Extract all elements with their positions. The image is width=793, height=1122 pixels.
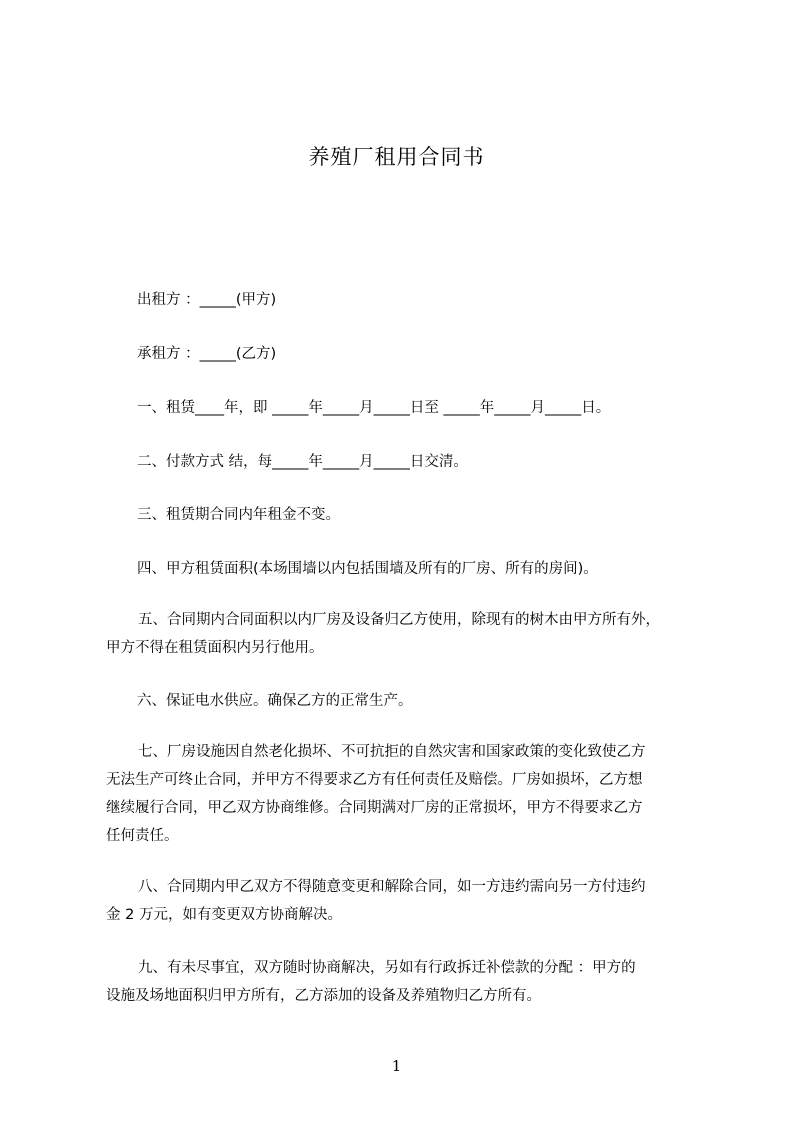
clause-5-line-2: 甲方不得在租赁面积内另行他用。: [106, 640, 324, 656]
clause-9-line-2: 设施及场地面积归甲方所有，乙方添加的设备及养殖物归乙方所有。: [106, 988, 541, 1004]
page-number: 1: [391, 1057, 402, 1075]
clause-8-line-2: 金 2 万元，如有变更双方协商解决。: [106, 907, 342, 923]
clause-9-line-1: 九、有未尽事宜，双方随时协商解决，另如有行政拆迁补偿款的分配 ：甲方的: [138, 960, 636, 976]
lessor-line: 出租方 ：_____(甲方): [137, 292, 277, 308]
clause-7-line-1: 七、厂房设施因自然老化损坏、不可抗拒的自然灾害和国家政策的变化致使乙方: [138, 744, 646, 760]
clause-2: 二、付款方式 结，每_____年_____月_____日交清。: [137, 454, 468, 470]
clause-4: 四、甲方租赁面积(本场围墙以内包括围墙及所有的厂房、所有的房间)。: [137, 561, 598, 577]
clause-6: 六、保证电水供应。确保乙方的正常生产。: [137, 693, 413, 709]
clause-7: [106, 738, 706, 850]
clause-9: [106, 954, 706, 1010]
clause-1: 一、租赁____年，即 _____年_____月_____日至 _____年_____月_____日。: [137, 400, 611, 416]
lessee-line: 承租方 ：_____(乙方): [137, 346, 277, 362]
clause-5: [106, 606, 706, 662]
document-title: 养殖厂租用合同书: [308, 145, 485, 169]
clause-3: 三、租赁期合同内年租金不变。: [137, 507, 340, 523]
clause-8: [106, 873, 706, 929]
clause-7-line-3: 继续履行合同，甲乙双方协商维修。合同期满对厂房的正常损坏，甲方不得要求乙方: [106, 800, 643, 816]
clause-7-line-2: 无法生产可终止合同，并甲方不得要求乙方有任何责任及赔偿。厂房如损坏，乙方想: [106, 772, 643, 788]
clause-8-line-1: 八、合同期内甲乙双方不得随意变更和解除合同，如一方违约需向另一方付违约: [138, 879, 646, 895]
clause-5-line-1: 五、合同期内合同面积以内厂房及设备归乙方使用，除现有的树木由甲方所有外，: [138, 612, 660, 628]
clause-7-line-4: 任何责任。: [106, 828, 179, 844]
